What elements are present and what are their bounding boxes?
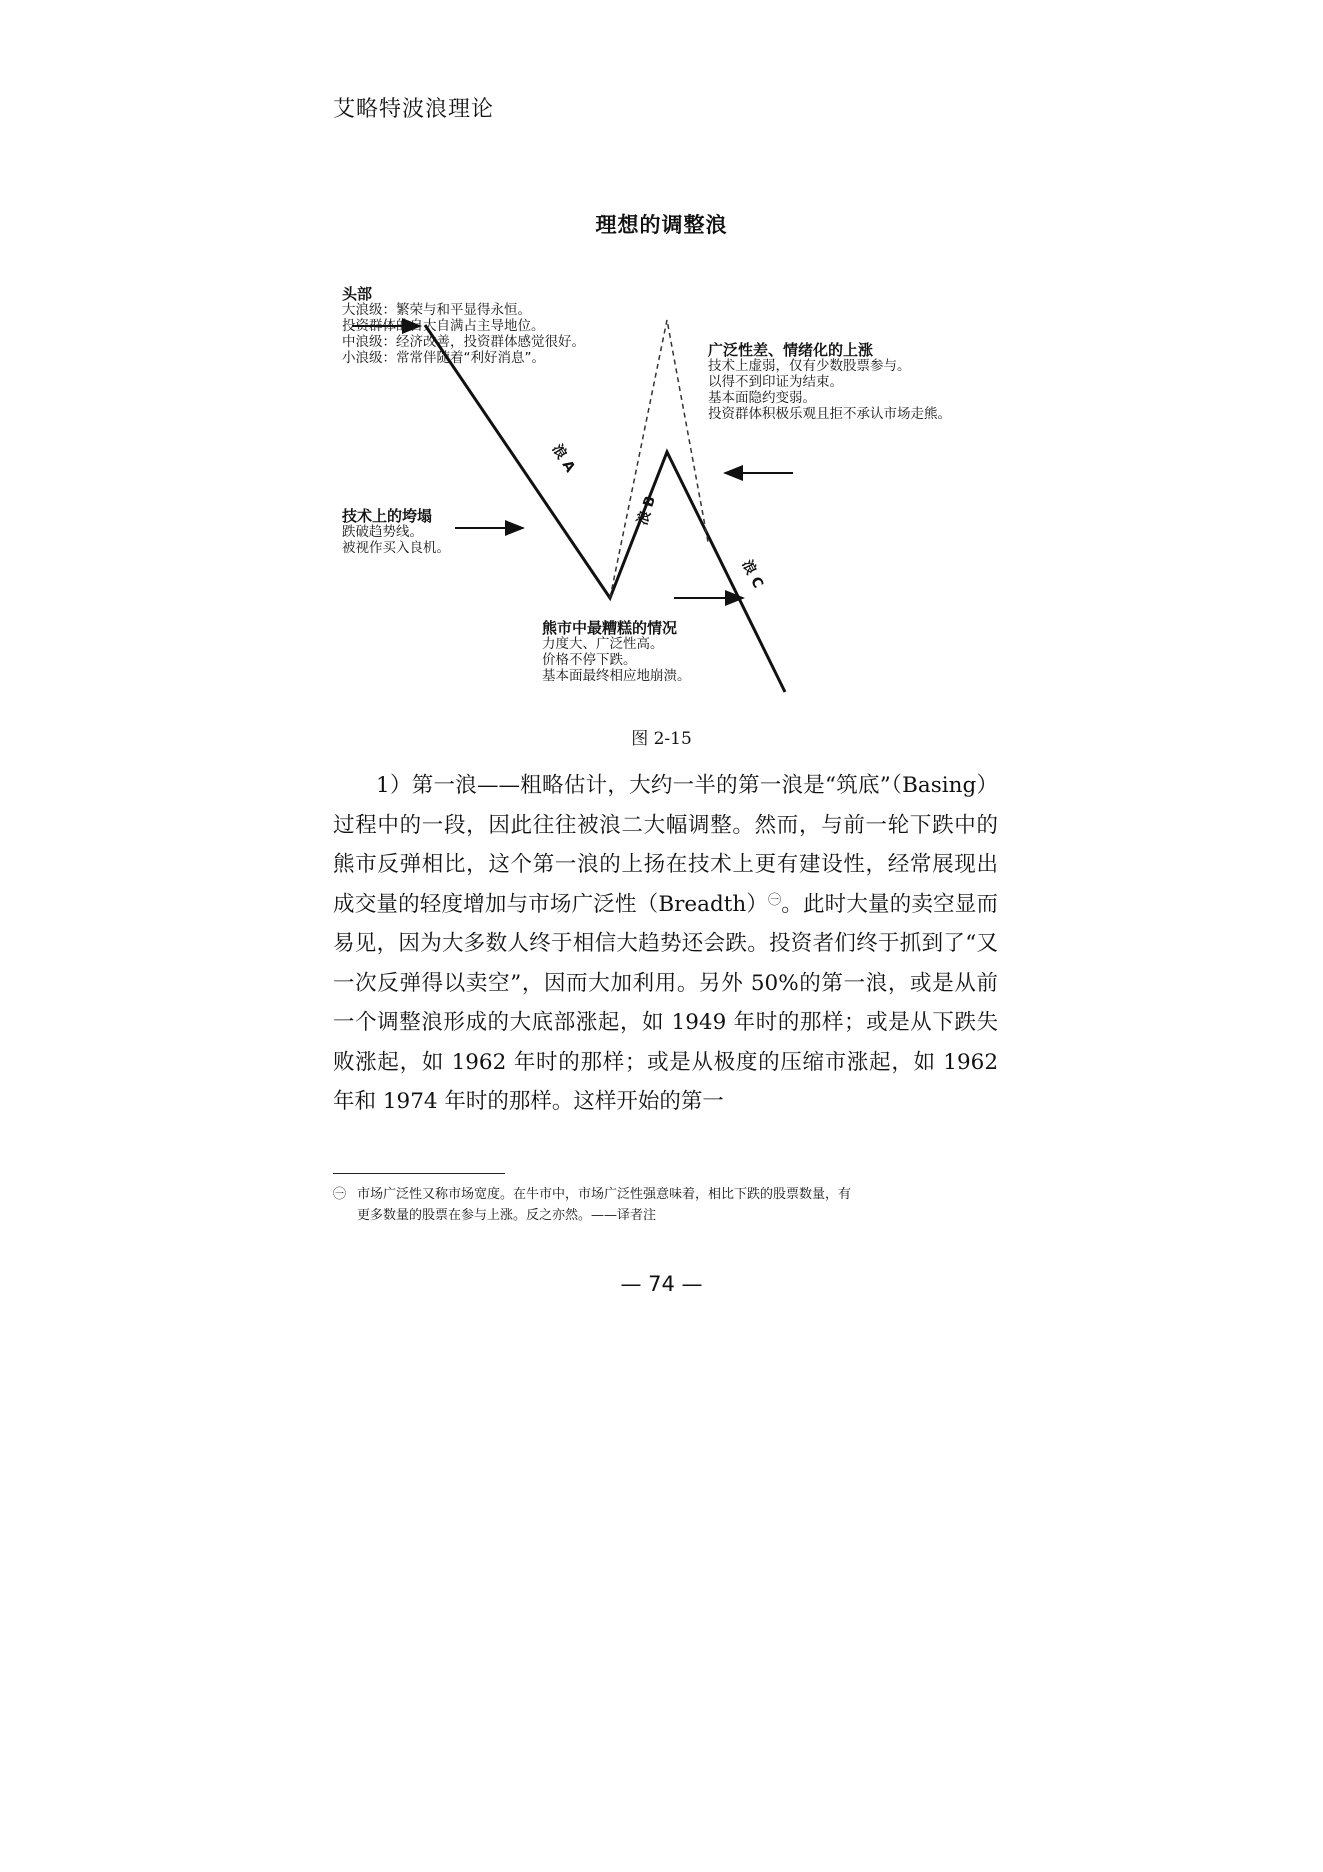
- footnote-reference: ㊀: [768, 892, 782, 908]
- note-top-heading: 头部: [342, 285, 373, 303]
- footnote-mark: ㊀: [333, 1187, 347, 1202]
- note-right-heading: 广泛性差、情绪化的上涨: [708, 341, 874, 359]
- figure-caption: 图 2-15: [631, 729, 692, 749]
- note-left-line: 跌破趋势线。: [342, 524, 423, 540]
- footnote: [333, 1184, 998, 1226]
- note-bottom-line: 基本面最终相应地崩溃。: [542, 668, 691, 684]
- corrective-wave-diagram: [330, 280, 1010, 700]
- note-right-line: 技术上虚弱，仅有少数股票参与。: [708, 358, 911, 374]
- wave-b-label: 浪 B: [634, 494, 659, 528]
- note-right-line: 以得不到印证为结束。: [708, 374, 843, 390]
- note-bottom-line: 力度大、广泛性高。: [542, 636, 664, 652]
- body-paragraph: [333, 766, 998, 1122]
- wave-a-label: 浪 A: [548, 441, 578, 476]
- note-bottom-line: 价格不停下跌。: [542, 652, 637, 668]
- note-top-line: 小浪级：常常伴随着“利好消息”。: [342, 350, 545, 366]
- footnote-line-2: 更多数量的股票在参与上涨。反之亦然。——译者注: [357, 1208, 657, 1223]
- paragraph-text-before: 1）第一浪——粗略估计，大约一半的第一浪是“筑底”（Basing）过程中的一段，因此往往被浪二大幅调整。然而，与前一轮下跌中的熊市反弹相比，这个第一浪的上扬在技术上更有建设性，经常展现出成交量的轻度增加与市场广泛性（Breadth）: [333, 773, 998, 917]
- footnote-line-1: 市场广泛性又称市场宽度。在牛市中，市场广泛性强意味着，相比下跌的股票数量，有: [357, 1187, 852, 1202]
- footnote-divider: [333, 1173, 505, 1174]
- wave-c-label: 浪 C: [738, 557, 766, 591]
- running-header: 艾略特波浪理论: [333, 97, 495, 122]
- note-bottom: [542, 620, 691, 684]
- note-right-line: 基本面隐约变弱。: [708, 390, 816, 406]
- note-top-line: 投资群体的自大自满占主导地位。: [342, 318, 545, 334]
- note-right: [708, 342, 951, 422]
- note-left-line: 被视作买入良机。: [342, 540, 450, 556]
- note-left: [342, 508, 450, 556]
- note-top-line: 中浪级：经济改善，投资群体感觉很好。: [342, 334, 585, 350]
- paragraph-text-after: 。此时大量的卖空显而易见，因为大多数人终于相信大趋势还会跌。投资者们终于抓到了“又一次反弹得以卖空”，因而大加利用。另外 50%的第一浪，或是从前一个调整浪形成的大底部涨起，如 1949 年时的那样；或是从下跌失败涨起，如 1962 年时的那样；或是从极度的压缩市涨起，如 1962 年和 1974 年时的那样。这样开始的第一: [333, 891, 998, 1114]
- note-top: [342, 286, 585, 366]
- note-bottom-heading: 熊市中最糟糕的情况: [542, 619, 678, 637]
- note-left-heading: 技术上的垮塌: [342, 507, 433, 525]
- note-top-line: 大浪级：繁荣与和平显得永恒。: [342, 302, 531, 318]
- note-right-line: 投资群体积极乐观且拒不承认市场走熊。: [708, 406, 951, 422]
- figure-title: 理想的调整浪: [595, 213, 728, 237]
- page-number: — 74 —: [620, 1272, 703, 1296]
